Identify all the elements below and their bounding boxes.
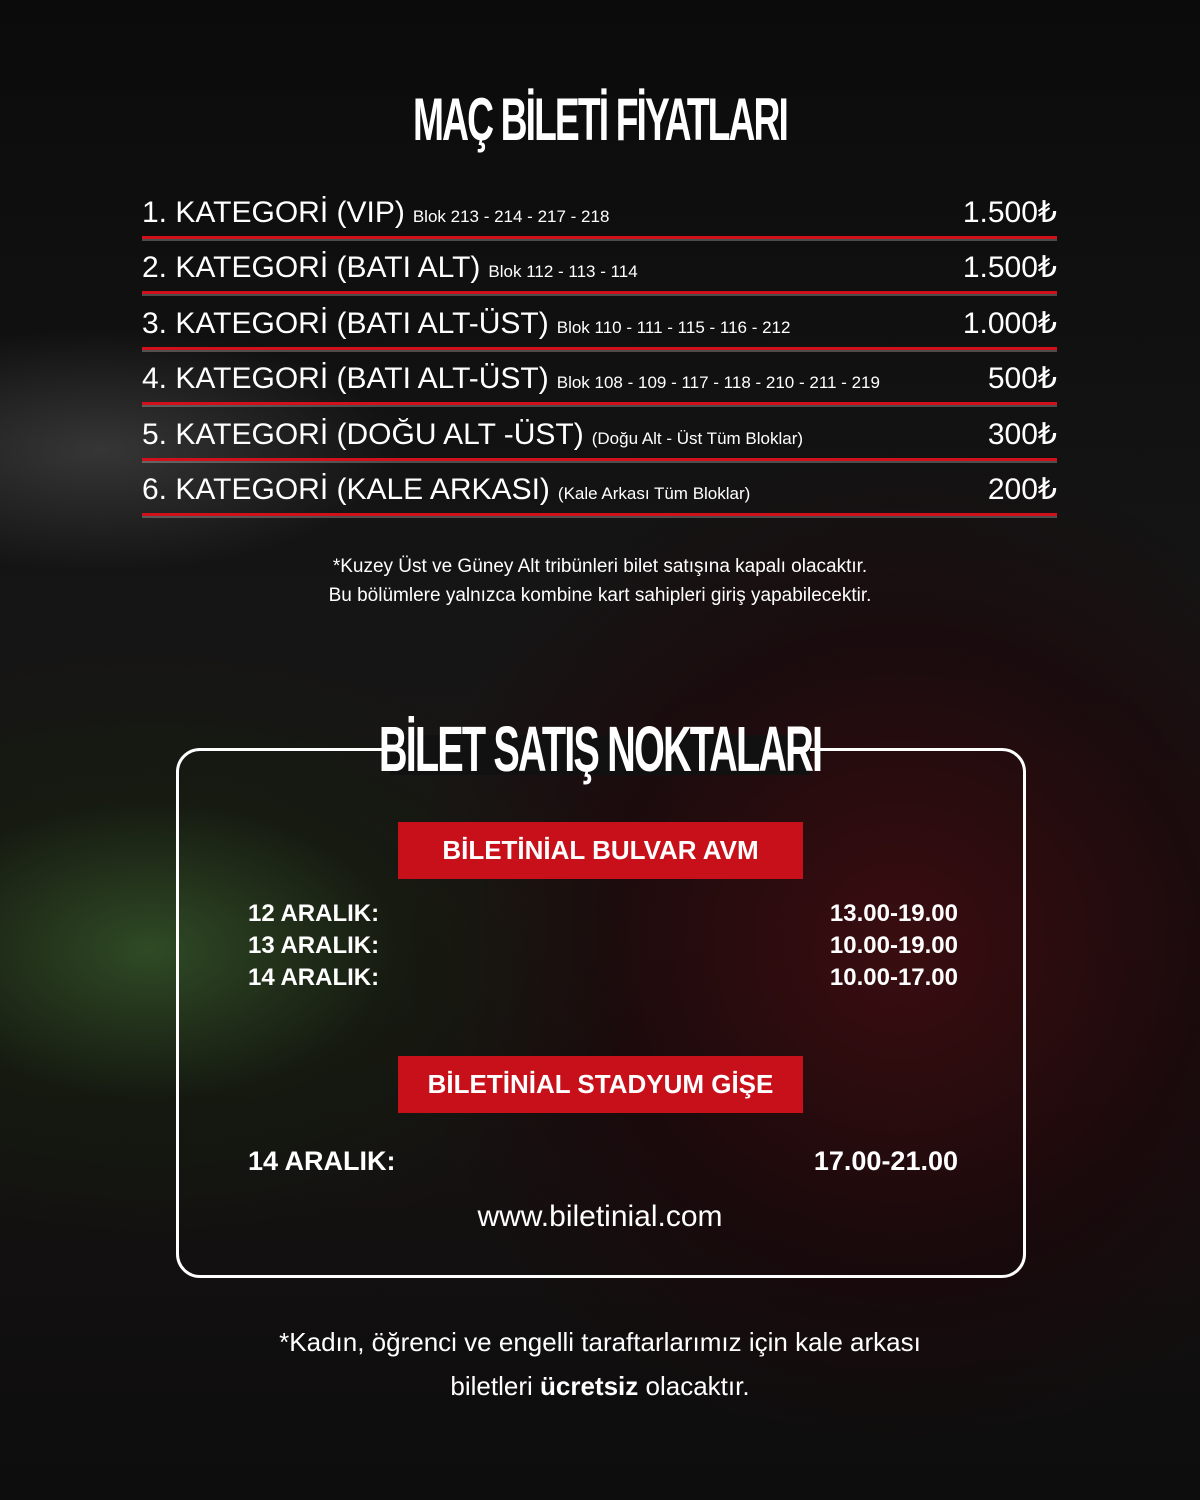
footer-text: biletleri bbox=[450, 1371, 541, 1401]
footer-bold: ücretsiz bbox=[540, 1371, 639, 1401]
sales-title: BİLET SATIŞ NOKTALARI bbox=[378, 713, 822, 785]
footer-note bbox=[0, 1320, 1200, 1408]
category-name bbox=[142, 362, 880, 396]
price-row bbox=[142, 350, 1057, 406]
footer-line bbox=[0, 1364, 1200, 1408]
schedule-day: 14 ARALIK: bbox=[248, 964, 380, 991]
price-row bbox=[142, 183, 1057, 239]
schedule-row bbox=[248, 900, 958, 932]
category-blocks: Blok 213 - 214 - 217 - 218 bbox=[412, 206, 610, 226]
category-price: 1.500₺ bbox=[962, 251, 1057, 284]
price-row bbox=[142, 405, 1057, 461]
category-label: 5. KATEGORİ (DOĞU ALT -ÜST) bbox=[142, 417, 584, 451]
footer-line: *Kadın, öğrenci ve engelli taraftarlarımız için kale arkası bbox=[279, 1327, 921, 1357]
sales-point-label: BİLETİNİAL BULVAR AVM bbox=[398, 822, 803, 879]
sales-point-label: BİLETİNİAL STADYUM GİŞE bbox=[398, 1056, 803, 1113]
schedule-hours: 17.00-21.00 bbox=[813, 1146, 958, 1176]
category-price: 1.500₺ bbox=[962, 195, 1057, 229]
category-price: 300₺ bbox=[987, 417, 1057, 451]
price-row bbox=[142, 294, 1057, 350]
schedule-hours: 10.00-17.00 bbox=[829, 964, 958, 991]
category-price: 1.000₺ bbox=[962, 306, 1057, 340]
schedule-day: 13 ARALIK: bbox=[248, 932, 380, 959]
category-label: 4. KATEGORİ (BATI ALT-ÜST) bbox=[142, 362, 549, 395]
category-label: 3. KATEGORİ (BATI ALT-ÜST) bbox=[142, 306, 549, 340]
category-name bbox=[142, 473, 750, 507]
category-label: 6. KATEGORİ (KALE ARKASI) bbox=[142, 473, 550, 506]
category-blocks: Blok 110 - 111 - 115 - 116 - 212 bbox=[556, 317, 791, 337]
category-blocks: (Doğu Alt - Üst Tüm Bloklar) bbox=[591, 428, 804, 448]
category-price: 200₺ bbox=[987, 473, 1057, 506]
schedule-day: 12 ARALIK: bbox=[248, 900, 380, 927]
schedule-row bbox=[248, 1146, 958, 1178]
schedule-day: 14 ARALIK: bbox=[248, 1146, 396, 1176]
category-label: 1. KATEGORİ (VIP) bbox=[142, 195, 405, 229]
footer-text: olacaktır. bbox=[638, 1371, 750, 1401]
category-name bbox=[142, 251, 638, 285]
schedule bbox=[248, 900, 958, 996]
category-blocks: Blok 108 - 109 - 117 - 118 - 210 - 211 - 219 bbox=[556, 373, 880, 392]
schedule bbox=[248, 1146, 958, 1178]
note-line: *Kuzey Üst ve Güney Alt tribünleri bilet satışına kapalı olacaktır. bbox=[332, 556, 868, 577]
price-row bbox=[142, 461, 1057, 517]
schedule-hours: 10.00-19.00 bbox=[829, 932, 958, 959]
price-list bbox=[142, 183, 1057, 516]
website-link[interactable]: www.biletinial.com bbox=[477, 1200, 723, 1233]
schedule-row bbox=[248, 932, 958, 964]
closure-note bbox=[0, 552, 1200, 610]
page-title: MAÇ BİLETİ FİYATLARI bbox=[412, 86, 788, 153]
category-name bbox=[142, 307, 790, 341]
price-row bbox=[142, 239, 1057, 295]
category-price: 500₺ bbox=[987, 362, 1057, 395]
schedule-row bbox=[248, 964, 958, 996]
category-blocks: (Kale Arkası Tüm Bloklar) bbox=[557, 484, 751, 503]
category-name bbox=[142, 196, 609, 230]
category-name bbox=[142, 418, 803, 452]
category-label: 2. KATEGORİ (BATI ALT) bbox=[142, 251, 481, 284]
category-blocks: Blok 112 - 113 - 114 bbox=[488, 262, 638, 281]
schedule-hours: 13.00-19.00 bbox=[829, 900, 958, 927]
note-line: Bu bölümlere yalnızca kombine kart sahipleri giriş yapabilecektir. bbox=[328, 585, 872, 606]
